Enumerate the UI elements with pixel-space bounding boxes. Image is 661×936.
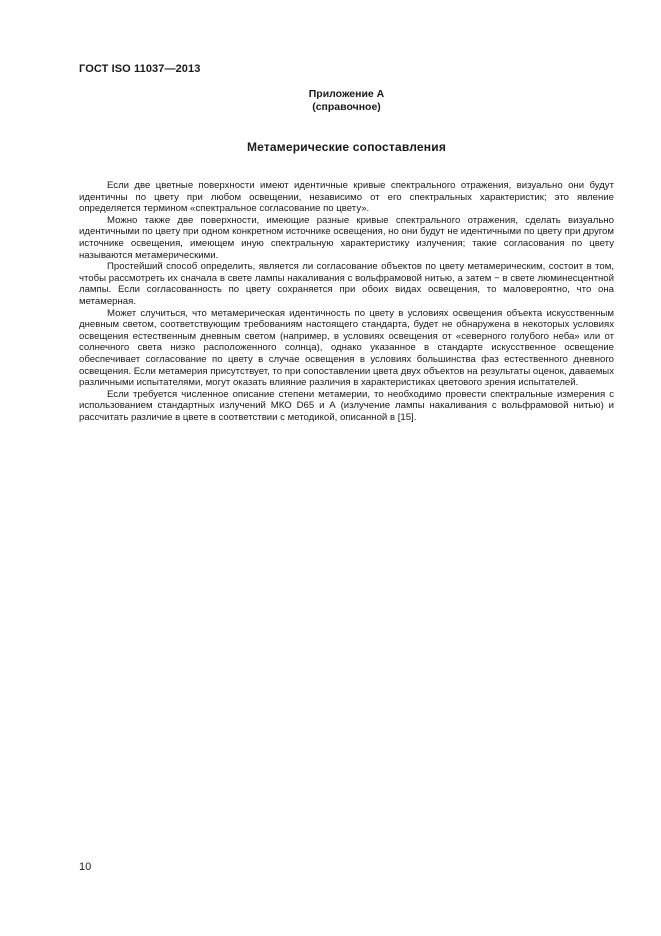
document-header: [79, 63, 200, 75]
paragraph: Если требуется численное описание степени метамерии, то необходимо провести спектральные измерения с использованием стандартных излучений МКО D65 и А (излучение лампы накаливания с вольфрамовой нитью) и рассчитать различие в цвете в соответствии с методикой, описанной в [15].: [79, 388, 614, 423]
paragraph: Простейший способ определить, является ли согласование объектов по цвету метамерическим, состоит в том, чтобы рассмотреть их сначала в свете лампы накаливания с вольфрамовой нитью, а затем − в свете люминесцентной лампы. Если согласованность по цвету сохраняется при обоих видах освещения, то маловероятно, что она метамерная.: [79, 261, 614, 307]
standard-designation: ГОСТ ISO 11037—2013: [79, 63, 201, 75]
annex-subtitle: (справочное): [312, 101, 381, 113]
section-title: Метамерические сопоставления: [246, 140, 447, 154]
paragraph: Можно также две поверхности, имеющие разные кривые спектрального отражения, сделать визуально идентичными по цвету при одном конкретном источнике освещения, но они будут не идентичными по цвету при другом источнике освещения, имеющем иную спектральную характеристику излучения; такие согласования по цвету называются метамерическими.: [79, 214, 614, 261]
paragraph: Если две цветные поверхности имеют идентичные кривые спектрального отражения, визуально они будут идентичны по цвету при любом освещении, независимо от его спектральных характеристик; это явление определяется термином «спектральное согласование по цвету».: [79, 180, 614, 215]
paragraph: Может случиться, что метамерическая идентичность по цвету в условиях освещения объекта искусственным дневным светом, соответствующим требованиям настоящего стандарта, будет не обнаружена в некоторых условиях освещения естественным дневным светом (например, в условиях освещения от «северного голубого неба» или от солнечного света низко расположенного солнца), однако указанное в стандарте искусственное освещение обеспечивает согласование по цвету в случае освещения в условиях большинства фаз естественного дневного освещения. Если метамерия присутствует, то при сопоставлении цвета двух объектов на результаты оценок, даваемых различными испытателями, могут оказать влияние различия в характеристиках цветового зрения испытателей.: [79, 307, 614, 389]
annex-title: Приложение А: [308, 88, 385, 100]
body-text: [79, 180, 614, 423]
annex-heading: [240, 88, 453, 114]
page-number: 10: [79, 861, 92, 873]
